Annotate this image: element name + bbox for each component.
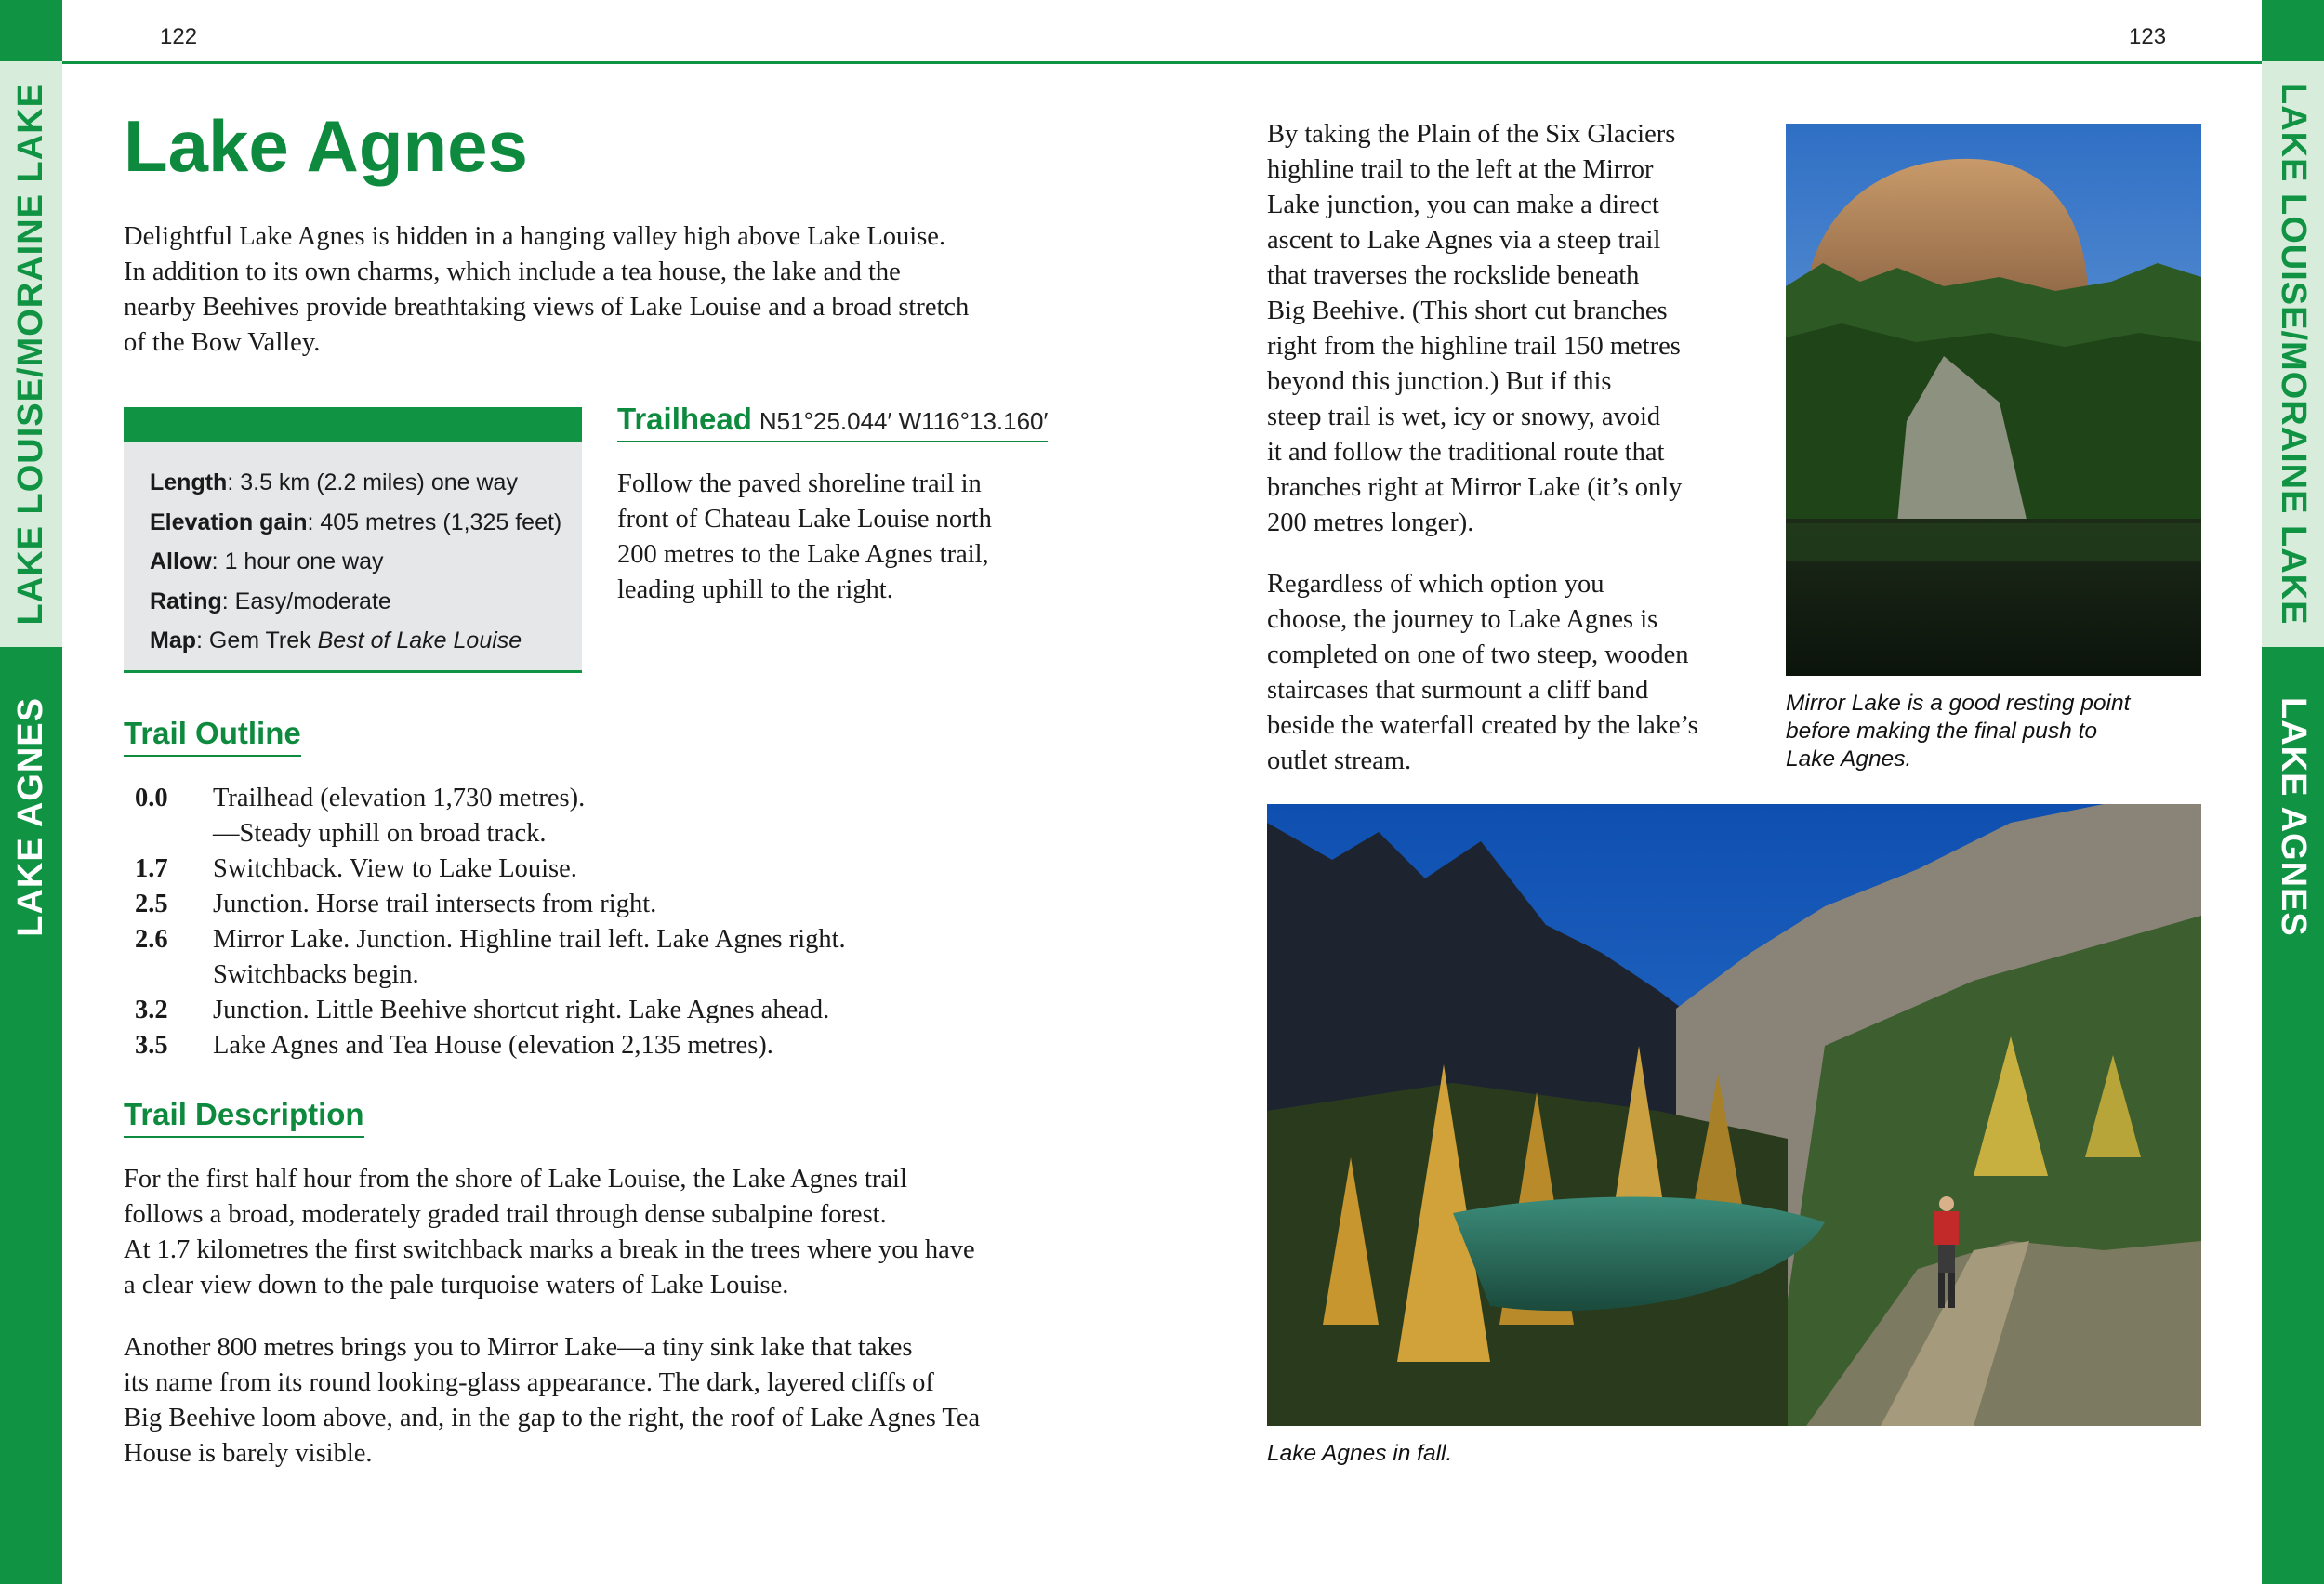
right-line: highline trail to the left at the Mirror xyxy=(1267,155,1654,184)
caption-line: before making the final push to xyxy=(1786,719,2098,744)
left-page-number: 122 xyxy=(160,24,198,49)
mirror-lake-photo xyxy=(1786,124,2201,676)
trail-description-heading: Trail Description xyxy=(124,1097,364,1138)
right-line: right from the highline trail 150 metres xyxy=(1267,332,1681,361)
trailhead-coordinates: N51°25.044′ W116°13.160′ xyxy=(759,407,1049,435)
outline-row: 1.7 Switchback. View to Lake Louise. xyxy=(135,854,577,883)
trail-outline-list xyxy=(135,781,1064,1063)
trail-outline-heading: Trail Outline xyxy=(124,716,301,757)
right-paragraph-1 xyxy=(1267,117,1682,541)
description-line: For the first half hour from the shore of Lake Louise, the Lake Agnes trail xyxy=(124,1165,907,1194)
left-chapter-tab xyxy=(0,647,62,1584)
right-line: ascent to Lake Agnes via a steep trail xyxy=(1267,226,1661,255)
intro-line: Delightful Lake Agnes is hidden in a hanging valley high above Lake Louise. xyxy=(124,222,946,251)
description-line: follows a broad, moderately graded trail through dense subalpine forest. xyxy=(124,1200,887,1229)
description-line: its name from its round looking-glass appearance. The dark, layered cliffs of xyxy=(124,1368,934,1397)
right-line: outlet stream. xyxy=(1267,746,1412,775)
left-side-tab xyxy=(0,0,62,1584)
stat-rating: Rating: Easy/moderate xyxy=(150,587,391,614)
right-section-label: LAKE LOUISE/MORAINE LAKE xyxy=(2274,83,2313,626)
trailhead-line: Follow the paved shoreline trail in xyxy=(617,469,982,498)
right-page-number: 123 xyxy=(2129,24,2167,49)
description-line: At 1.7 kilometres the first switchback marks a break in the trees where you have xyxy=(124,1235,975,1264)
right-line: it and follow the traditional route that xyxy=(1267,438,1665,467)
description-line: a clear view down to the pale turquoise waters of Lake Louise. xyxy=(124,1271,789,1300)
trailhead-line: 200 metres to the Lake Agnes trail, xyxy=(617,540,989,569)
caption-line: Lake Agnes. xyxy=(1786,746,1912,772)
caption-line: Mirror Lake is a good resting point xyxy=(1786,691,2131,716)
right-line: choose, the journey to Lake Agnes is xyxy=(1267,605,1658,634)
description-line: House is barely visible. xyxy=(124,1439,373,1468)
right-line: steep trail is wet, icy or snowy, avoid xyxy=(1267,403,1661,431)
stat-map: Map: Gem Trek Best of Lake Louise xyxy=(150,627,522,653)
outline-row: 3.5 Lake Agnes and Tea House (elevation 2,135 metres). xyxy=(135,1031,773,1060)
right-section-tab xyxy=(2262,61,2324,647)
right-line: Lake junction, you can make a direct xyxy=(1267,191,1659,219)
left-chapter-label: LAKE AGNES xyxy=(11,697,50,937)
trail-stats-box xyxy=(124,407,582,673)
trailhead-heading xyxy=(617,402,1048,442)
right-line: By taking the Plain of the Six Glaciers xyxy=(1267,120,1676,149)
mirror-lake-caption xyxy=(1786,690,2130,773)
stat-length: Length: 3.5 km (2.2 miles) one way xyxy=(150,469,518,495)
trailhead-heading-label: Trailhead xyxy=(617,402,752,436)
header-rule xyxy=(62,61,2262,64)
trailhead-paragraph xyxy=(617,467,992,608)
right-line: 200 metres longer). xyxy=(1267,508,1474,537)
right-line: beside the waterfall created by the lake’s xyxy=(1267,711,1698,740)
description-line: Another 800 metres brings you to Mirror Lake—a tiny sink lake that takes xyxy=(124,1333,913,1362)
outline-row: —Steady uphill on broad track. xyxy=(213,819,547,848)
intro-line: nearby Beehives provide breathtaking views of Lake Louise and a broad stretch xyxy=(124,293,970,322)
stats-list xyxy=(124,442,582,661)
left-tab-top xyxy=(0,0,62,61)
right-chapter-tab xyxy=(2262,647,2324,1584)
intro-line: In addition to its own charms, which include a tea house, the lake and the xyxy=(124,257,901,286)
intro-line: of the Bow Valley. xyxy=(124,328,321,357)
description-line: Big Beehive loom above, and, in the gap to the right, the roof of Lake Agnes Tea xyxy=(124,1404,981,1432)
left-section-label: LAKE LOUISE/MORAINE LAKE xyxy=(11,83,50,626)
right-paragraph-2 xyxy=(1267,567,1698,779)
right-side-tab xyxy=(2262,0,2324,1584)
stats-box-header-bar xyxy=(124,407,582,442)
left-section-tab xyxy=(0,61,62,647)
outline-row: 0.0 Trailhead (elevation 1,730 metres). xyxy=(135,784,586,812)
stat-allow: Allow: 1 hour one way xyxy=(150,548,384,574)
intro-paragraph xyxy=(124,219,969,361)
right-line: completed on one of two steep, wooden xyxy=(1267,640,1689,669)
description-paragraph-1 xyxy=(124,1162,975,1303)
right-chapter-label: LAKE AGNES xyxy=(2274,697,2313,937)
right-line: Regardless of which option you xyxy=(1267,570,1604,599)
page-title: Lake Agnes xyxy=(124,105,528,187)
description-paragraph-2 xyxy=(124,1330,980,1472)
right-tab-top xyxy=(2262,0,2324,61)
outline-row: Switchbacks begin. xyxy=(213,960,419,989)
right-line: branches right at Mirror Lake (it’s only xyxy=(1267,473,1683,502)
outline-row: 3.2 Junction. Little Beehive shortcut right. Lake Agnes ahead. xyxy=(135,996,830,1024)
right-line: that traverses the rockslide beneath xyxy=(1267,261,1640,290)
outline-row: 2.5 Junction. Horse trail intersects from right. xyxy=(135,890,657,918)
right-line: staircases that surmount a cliff band xyxy=(1267,676,1649,705)
right-line: Big Beehive. (This short cut branches xyxy=(1267,297,1668,325)
outline-row: 2.6 Mirror Lake. Junction. Highline trail left. Lake Agnes right. xyxy=(135,925,846,954)
lake-agnes-caption: Lake Agnes in fall. xyxy=(1267,1441,1453,1466)
trailhead-line: leading uphill to the right. xyxy=(617,575,893,604)
stat-elevation: Elevation gain: 405 metres (1,325 feet) xyxy=(150,508,562,535)
lake-agnes-photo xyxy=(1267,804,2201,1426)
trailhead-line: front of Chateau Lake Louise north xyxy=(617,505,992,534)
right-line: beyond this junction.) But if this xyxy=(1267,367,1612,396)
